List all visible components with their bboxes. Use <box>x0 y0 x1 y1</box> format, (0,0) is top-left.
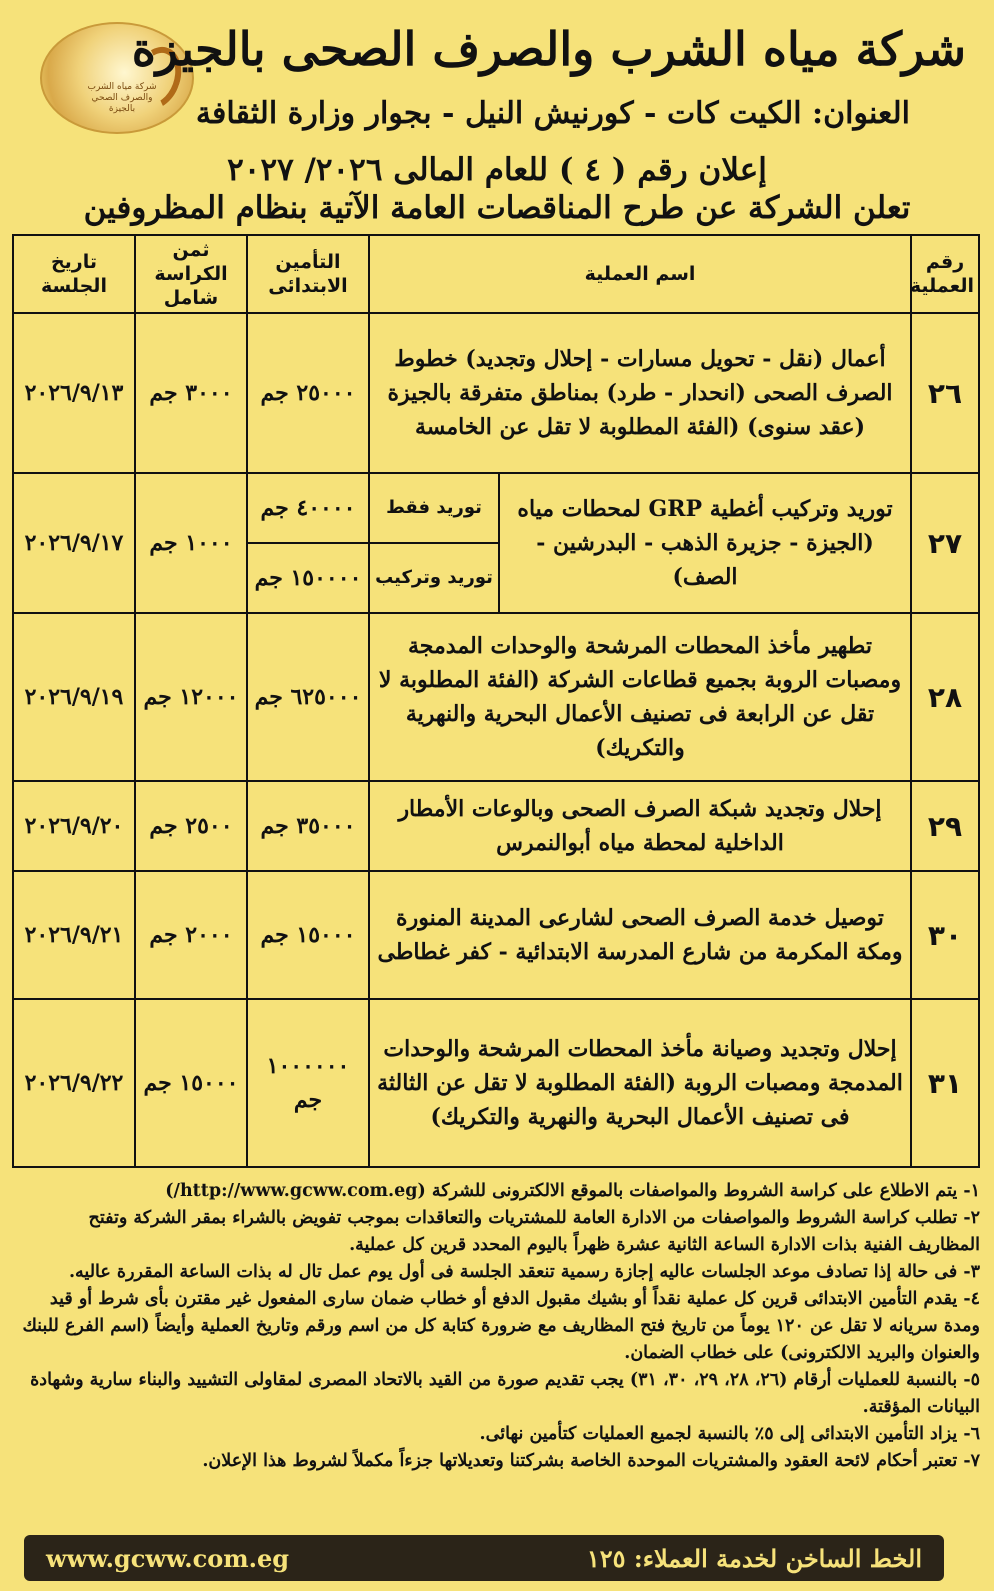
header-date: تاريخ الجلسة <box>13 235 135 313</box>
row-num: ٢٩ <box>911 781 979 871</box>
row-name: إحلال وتجديد وصيانة مأخذ المحطات المرشحة والوحدات المدمجة ومصبات الروبة (الفئة المطلوبة لا تقل عن الثالثة فى تصنيف الأعمال البحرية والنهرية والتكريك) <box>369 999 911 1167</box>
row-date: ٢٠٢٦/٩/١٣ <box>13 313 135 473</box>
table-row <box>13 871 979 999</box>
table-header-row <box>13 235 979 313</box>
row-insurance: ٢٥٠٠٠ جم <box>247 313 369 473</box>
company-address: العنوان: الكيت كات - كورنيش النيل - بجوار وزارة الثقافة <box>195 96 910 131</box>
row-num: ٣٠ <box>911 871 979 999</box>
note-item: ١- يتم الاطلاع على كراسة الشروط والمواصفات بالموقع الالكترونى للشركة (http://www.gcww.com.eg/) <box>165 1181 980 1201</box>
row-num: ٢٧ <box>911 473 979 613</box>
note-item: ٣- فى حالة إذا تصادف موعد الجلسات عاليه إجازة رسمية تنعقد الجلسة فى أول يوم عمل تال له بذات الساعة المقررة عاليه. <box>68 1262 980 1282</box>
note-item: ٧- تعتبر أحكام لائحة العقود والمشتريات الموحدة الخاصة بشركتنا وتعديلاتها جزءاً مكملاً لشروط هذا الإعلان. <box>202 1451 980 1471</box>
row-booklet: ٢٠٠٠ جم <box>135 871 247 999</box>
row-insurance: ٣٥٠٠٠ جم <box>247 781 369 871</box>
row-sub-label: توريد وتركيب <box>369 543 499 613</box>
hotline-text: الخط الساخن لخدمة العملاء: ١٢٥ <box>586 1543 922 1573</box>
note-item: ٥- بالنسبة للعمليات أرقام (٢٦، ٢٨، ٢٩، ٣٠، ٣١) يجب تقديم صورة من القيد بالاتحاد المصرى لمقاولى التشييد والبناء سارية وشهادة البيانات المؤقتة. <box>30 1370 980 1417</box>
row-booklet: ١٠٠٠ جم <box>135 473 247 613</box>
header <box>14 8 980 150</box>
row-booklet: ١٢٠٠٠ جم <box>135 613 247 781</box>
row-name: إحلال وتجديد شبكة الصرف الصحى وبالوعات الأمطار الداخلية لمحطة مياه أبوالنمرس <box>369 781 911 871</box>
row-insurance: ١٥٠٠٠٠ جم <box>247 543 369 613</box>
row-date: ٢٠٢٦/٩/١٧ <box>13 473 135 613</box>
row-insurance: ٤٠٠٠٠ جم <box>247 473 369 543</box>
footer-bar <box>24 1535 944 1581</box>
table-row <box>13 613 979 781</box>
tenders-table <box>12 234 980 1168</box>
website-link[interactable]: www.gcww.com.eg <box>46 1543 289 1573</box>
notes-list <box>14 1178 980 1475</box>
header-name: اسم العملية <box>369 235 911 313</box>
note-item: ٤- يقدم التأمين الابتدائى قرين كل عملية نقداً أو بشيك مقبول الدفع أو خطاب ضمان سارى المفعول غير مقترن بأى شرط أو قيد ومدة سريانه لا تقل عن ١٢٠ يوماً من تاريخ فتح المظاريف مع ضرورة كتابة كل من اسم ورقم وتاريخ العملية وأيضاً (اسم الفرع للبنك والعنوان والبريد الالكترونى) على خطاب الضمان. <box>22 1289 980 1363</box>
row-insurance: ١٠٠٠٠٠٠ جم <box>247 999 369 1167</box>
row-name: تطهير مأخذ المحطات المرشحة والوحدات المدمجة ومصبات الروبة بجميع قطاعات الشركة (الفئة المطلوبة لا تقل عن الرابعة فى تصنيف الأعمال البحرية والنهرية والتكريك) <box>369 613 911 781</box>
row-insurance: ١٥٠٠٠ جم <box>247 871 369 999</box>
row-name: توريد وتركيب أغطية GRP لمحطات مياه (الجيزة - جزيرة الذهب - البدرشين - الصف) <box>499 473 911 613</box>
company-title: شركة مياه الشرب والصرف الصحى بالجيزة <box>131 22 966 76</box>
row-insurance: ٦٢٥٠٠٠ جم <box>247 613 369 781</box>
announcement-number: إعلان رقم ( ٤ ) للعام المالى ٢٠٢٦/ ٢٠٢٧ <box>227 152 767 188</box>
row-booklet: ٣٠٠٠ جم <box>135 313 247 473</box>
row-booklet: ٢٥٠٠ جم <box>135 781 247 871</box>
row-date: ٢٠٢٦/٩/٢٠ <box>13 781 135 871</box>
row-name: أعمال (نقل - تحويل مسارات - إحلال وتجديد) خطوط الصرف الصحى (انحدار - طرد) بمناطق متفرقة بالجيزة (عقد سنوى) (الفئة المطلوبة لا تقل عن الخامسة <box>369 313 911 473</box>
row-sub-label: توريد فقط <box>369 473 499 543</box>
row-num: ٣١ <box>911 999 979 1167</box>
row-num: ٢٨ <box>911 613 979 781</box>
row-booklet: ١٥٠٠٠ جم <box>135 999 247 1167</box>
row-date: ٢٠٢٦/٩/٢١ <box>13 871 135 999</box>
header-num: رقم العملية <box>911 235 979 313</box>
table-row <box>13 313 979 473</box>
table-row <box>13 473 979 543</box>
note-item: ٢- تطلب كراسة الشروط والمواصفات من الادارة العامة للمشتريات والتعاقدات بموجب تفويض بالشراء بمقر الشركة وتفتح المظاريف الفنية بذات الادارة الساعة الثانية عشرة ظهراً باليوم المحدد قرين كل عملية. <box>88 1208 980 1255</box>
row-date: ٢٠٢٦/٩/٢٢ <box>13 999 135 1167</box>
header-insurance: التأمين الابتدائى <box>247 235 369 313</box>
logo-text: شركة مياه الشرب والصرف الصحي بالجيزة <box>87 82 157 114</box>
row-num: ٢٦ <box>911 313 979 473</box>
row-name: توصيل خدمة الصرف الصحى لشارعى المدينة المنورة ومكة المكرمة من شارع المدرسة الابتدائية - كفر غطاطى <box>369 871 911 999</box>
note-item: ٦- يزاد التأمين الابتدائى إلى ٥٪ بالنسبة لجميع العمليات كتأمين نهائى. <box>479 1424 980 1444</box>
table-row <box>13 781 979 871</box>
announcement-subtitle: تعلن الشركة عن طرح المناقصات العامة الآتية بنظام المظروفين <box>83 190 911 226</box>
table-row <box>13 999 979 1167</box>
header-booklet: ثمن الكراسة شامل <box>135 235 247 313</box>
row-date: ٢٠٢٦/٩/١٩ <box>13 613 135 781</box>
